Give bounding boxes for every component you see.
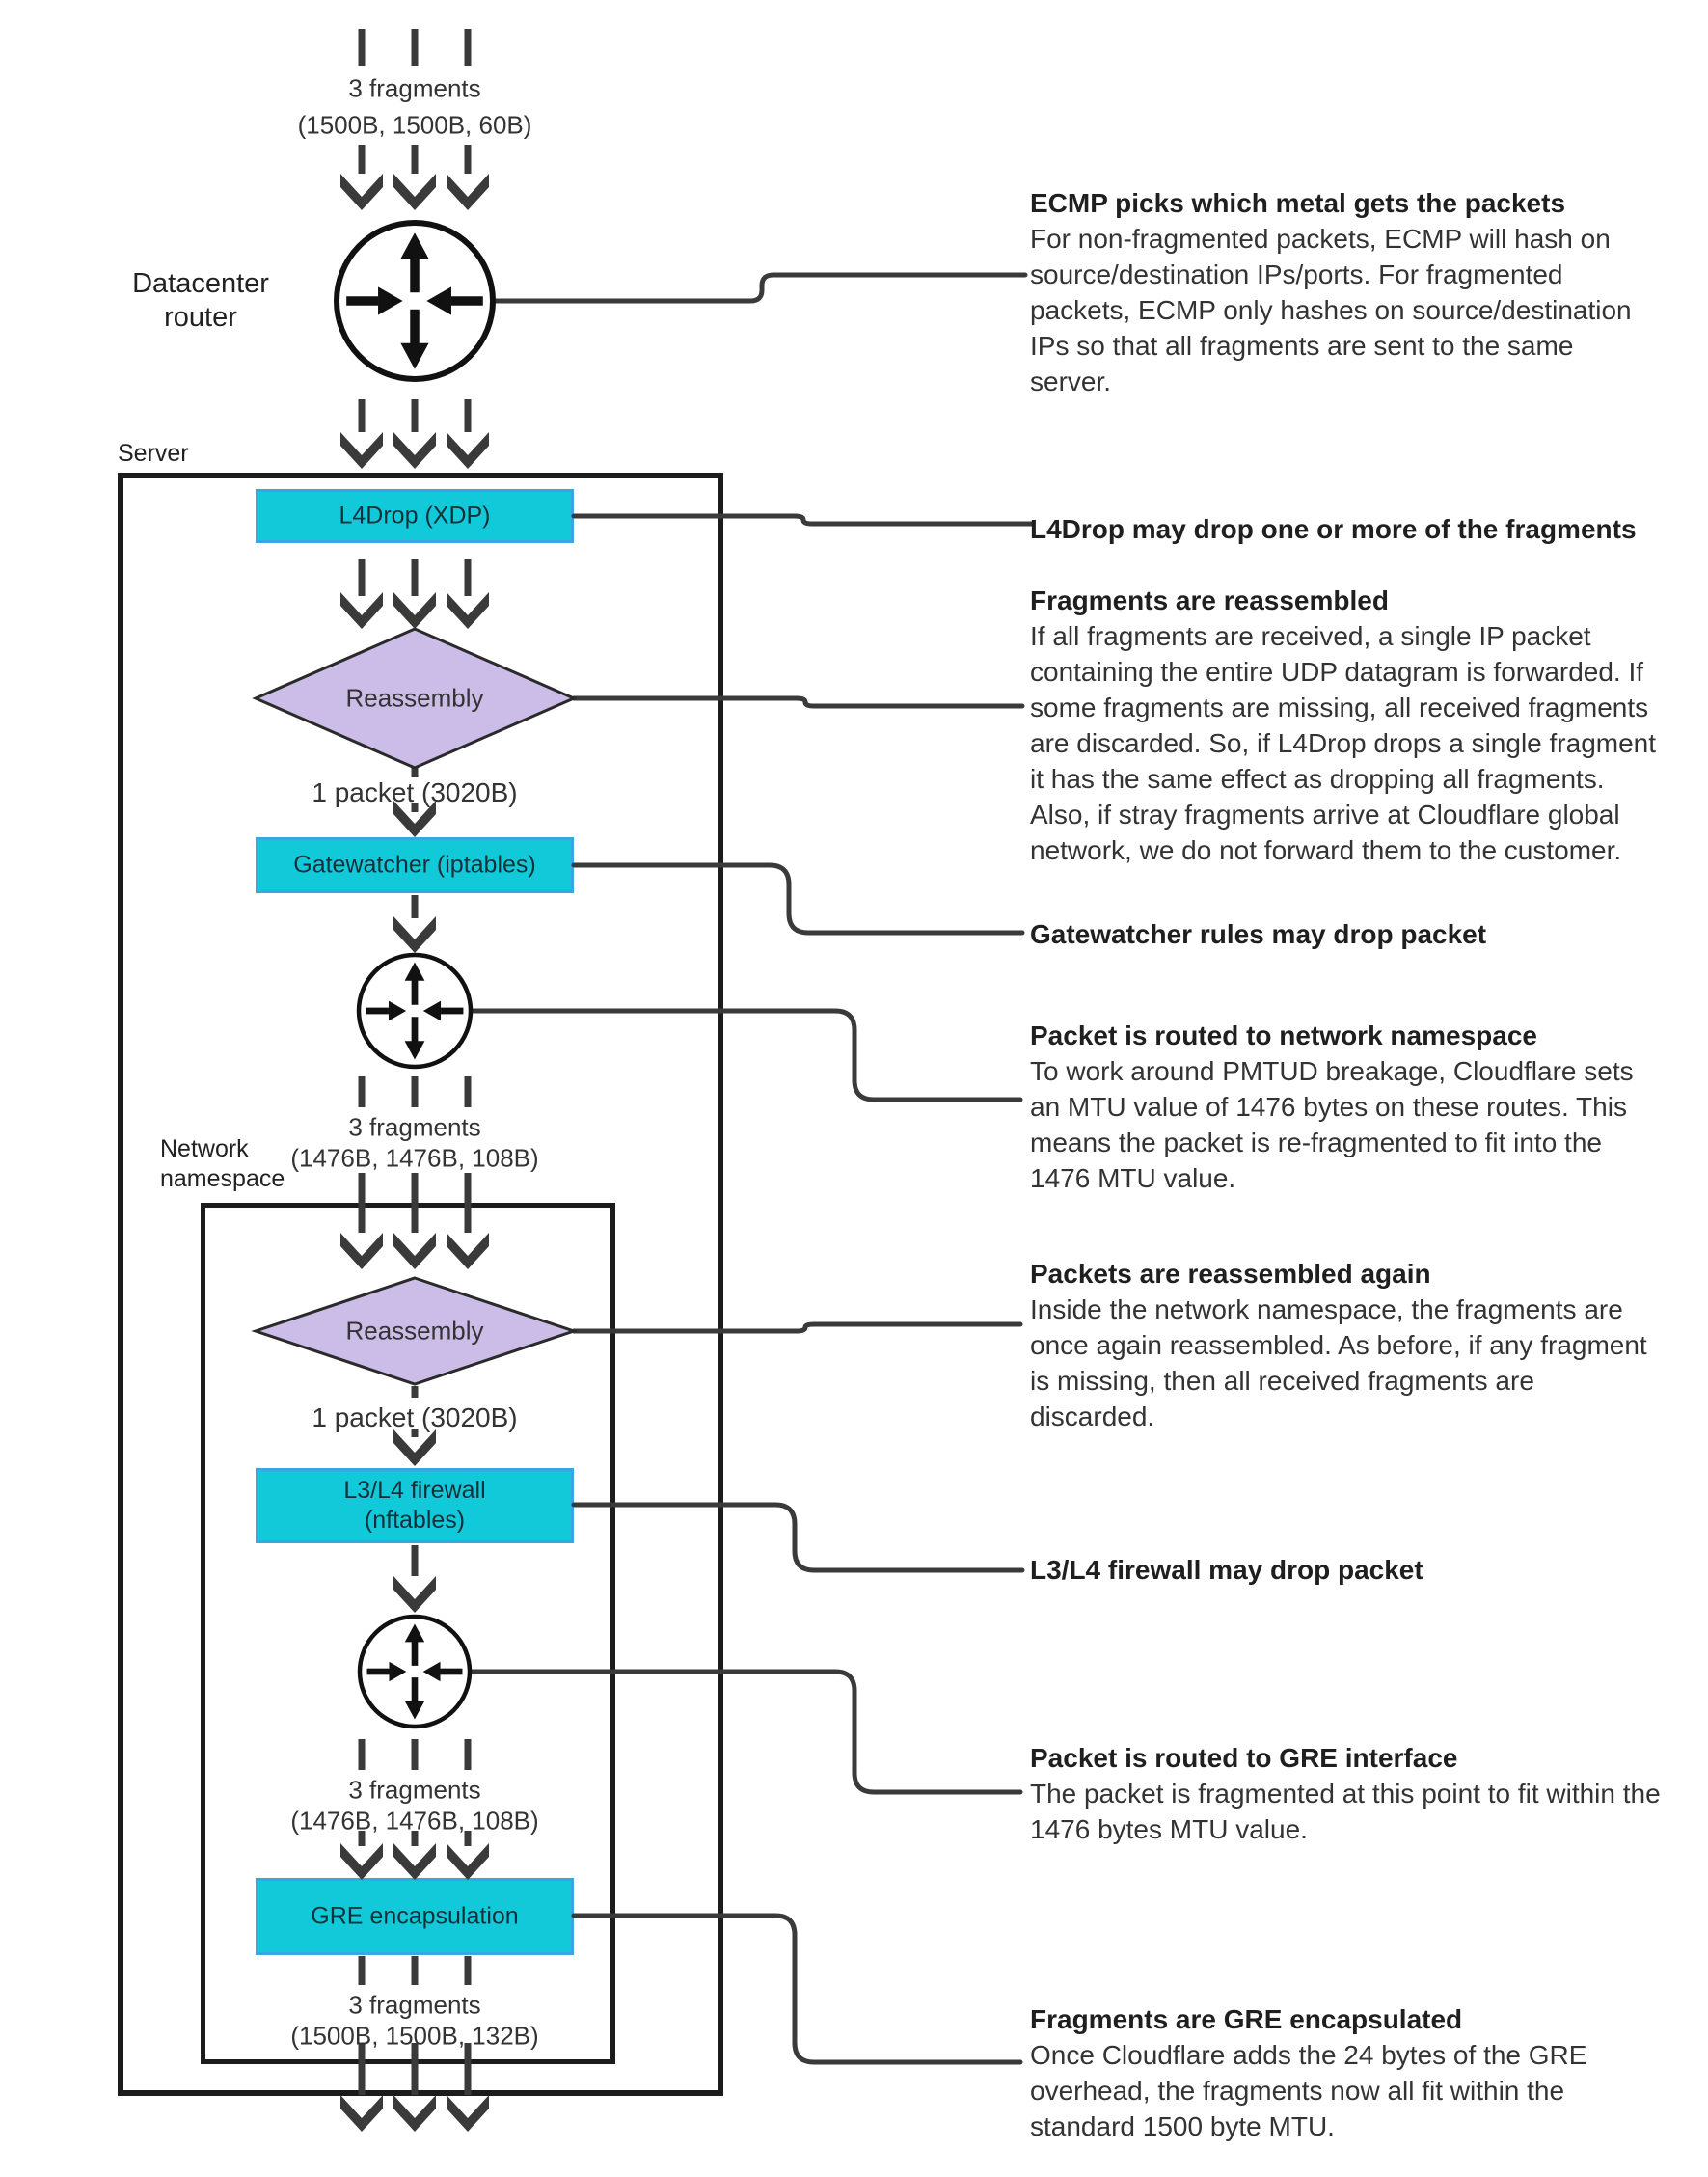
connector-gre (574, 1916, 1020, 2062)
fragment-dashes-after-router2 (359, 1076, 472, 1107)
gre-label: GRE encapsulation (311, 1902, 519, 1930)
reassembly1-label: Reassembly (345, 683, 484, 713)
arrow-trio-into-gre (340, 1831, 489, 1880)
arrow-into-firewall (393, 1429, 436, 1466)
arrow-into-router3 (393, 1545, 436, 1613)
top-fragments-label: 3 fragments (348, 73, 481, 103)
top-fragments-sizes: (1500B, 1500B, 60B) (297, 110, 532, 140)
firewall-label-line2: (nftables) (364, 1507, 466, 1534)
packet2-label: 1 packet (3020B) (312, 1402, 518, 1432)
annotation-heading: Fragments are reassembled (1030, 585, 1389, 615)
annotation-body: To work around PMTUD breakage, Cloudflare sets an MTU value of 1476 bytes on these routes. This means the packet is re-fragmented to fit into the 1476 MTU value. (1030, 1056, 1634, 1193)
annotation-reassembled-again (1030, 1256, 1662, 1434)
annotation-heading: Packet is routed to network namespace (1030, 1020, 1537, 1050)
annotation-heading: L4Drop may drop one or more of the fragments (1030, 514, 1637, 544)
annotation-body: If all fragments are received, a single IP packet containing the entire UDP datagram is forwarded. If some fragments are missing, all received fragments are discarded. So, if L4Drop drops a single fragment it has the same effect as dropping all fragments. Also, if stray fragments arrive at Cloudflare global network, we do not forward them to the customer. (1030, 621, 1657, 865)
arrow-trio-into-namespace (340, 1173, 489, 1269)
fragment-dashes-after-gre (359, 1956, 472, 1985)
annotation-firewall (1030, 1552, 1662, 1588)
fragments4-label: 3 fragments (348, 1990, 481, 2020)
annotation-heading: Gatewatcher rules may drop packet (1030, 919, 1487, 949)
annotation-heading: Packet is routed to GRE interface (1030, 1743, 1458, 1773)
packet1-label: 1 packet (3020B) (312, 777, 518, 807)
l4drop-label: L4Drop (XDP) (339, 502, 491, 530)
annotation-body: For non-fragmented packets, ECMP will hash on source/destination IPs/ports. For fragmented packets, ECMP only hashes on source/destination IPs so that all fragments are sent to the same server. (1030, 224, 1632, 396)
arrow-trio-into-server (340, 399, 489, 469)
annotation-heading: Fragments are GRE encapsulated (1030, 2004, 1463, 2034)
connector-gatewatcher (574, 865, 1022, 933)
route-to-gre-router-icon (360, 1617, 470, 1727)
annotation-heading: Packets are reassembled again (1030, 1259, 1431, 1289)
fragments3-label: 3 fragments (348, 1775, 481, 1805)
fragment-dashes-after-router3 (359, 1739, 472, 1770)
fragment-dashes-top (359, 29, 472, 66)
arrow-trio-into-reassembly1 (340, 559, 489, 629)
arrow-trio-exit-bottom (340, 2043, 489, 2132)
connector-route-gre (470, 1672, 1020, 1792)
connector-ecmp (488, 275, 1025, 301)
fragments3-sizes: (1476B, 1476B, 108B) (290, 1806, 539, 1836)
connector-reassembly1 (574, 698, 1022, 706)
connector-route-ns (471, 1011, 1020, 1100)
annotation-heading: L3/L4 firewall may drop packet (1030, 1555, 1423, 1585)
annotation-route-namespace (1030, 1018, 1662, 1196)
packet-dash-after-diamond2 (412, 1386, 419, 1398)
arrow-trio-into-router1 (340, 145, 489, 210)
datacenter-router-icon (337, 223, 493, 379)
datacenter-router-label: Datacenter router (132, 268, 269, 333)
annotation-heading: ECMP picks which metal gets the packets (1030, 188, 1566, 218)
arrow-into-router2 (393, 895, 436, 953)
annotation-ecmp (1030, 185, 1662, 399)
connector-l4drop (574, 516, 1032, 524)
fragments4-sizes: (1500B, 1500B, 132B) (290, 2021, 539, 2051)
connector-reassembly2 (574, 1324, 1020, 1331)
annotation-l4drop (1030, 511, 1662, 547)
reassembly2-label: Reassembly (345, 1316, 484, 1346)
annotation-body: The packet is fragmented at this point to fit within the 1476 bytes MTU value. (1030, 1779, 1661, 1844)
firewall-label-line1: L3/L4 firewall (343, 1477, 486, 1504)
network-namespace-label: Network namespace (160, 1135, 285, 1192)
annotation-gatewatcher (1030, 916, 1662, 952)
fragments2-sizes: (1476B, 1476B, 108B) (290, 1143, 539, 1173)
annotation-route-gre (1030, 1740, 1662, 1847)
annotation-gre-encapsulated (1030, 2001, 1662, 2144)
fragments2-label: 3 fragments (348, 1112, 481, 1142)
gatewatcher-label: Gatewatcher (iptables) (293, 851, 536, 879)
server-label: Server (118, 440, 189, 467)
route-to-namespace-router-icon (359, 955, 471, 1067)
connector-firewall (574, 1505, 1022, 1570)
annotation-body: Inside the network namespace, the fragments are once again reassembled. As before, if any fragment is missing, then all received fragments are discarded. (1030, 1294, 1647, 1431)
annotation-body: Once Cloudflare adds the 24 bytes of the GRE overhead, the fragments now all fit within the standard 1500 byte MTU. (1030, 2040, 1587, 2141)
connector-lines (470, 275, 1032, 2062)
annotation-reassembled (1030, 583, 1662, 868)
firewall-label (260, 1476, 569, 1536)
